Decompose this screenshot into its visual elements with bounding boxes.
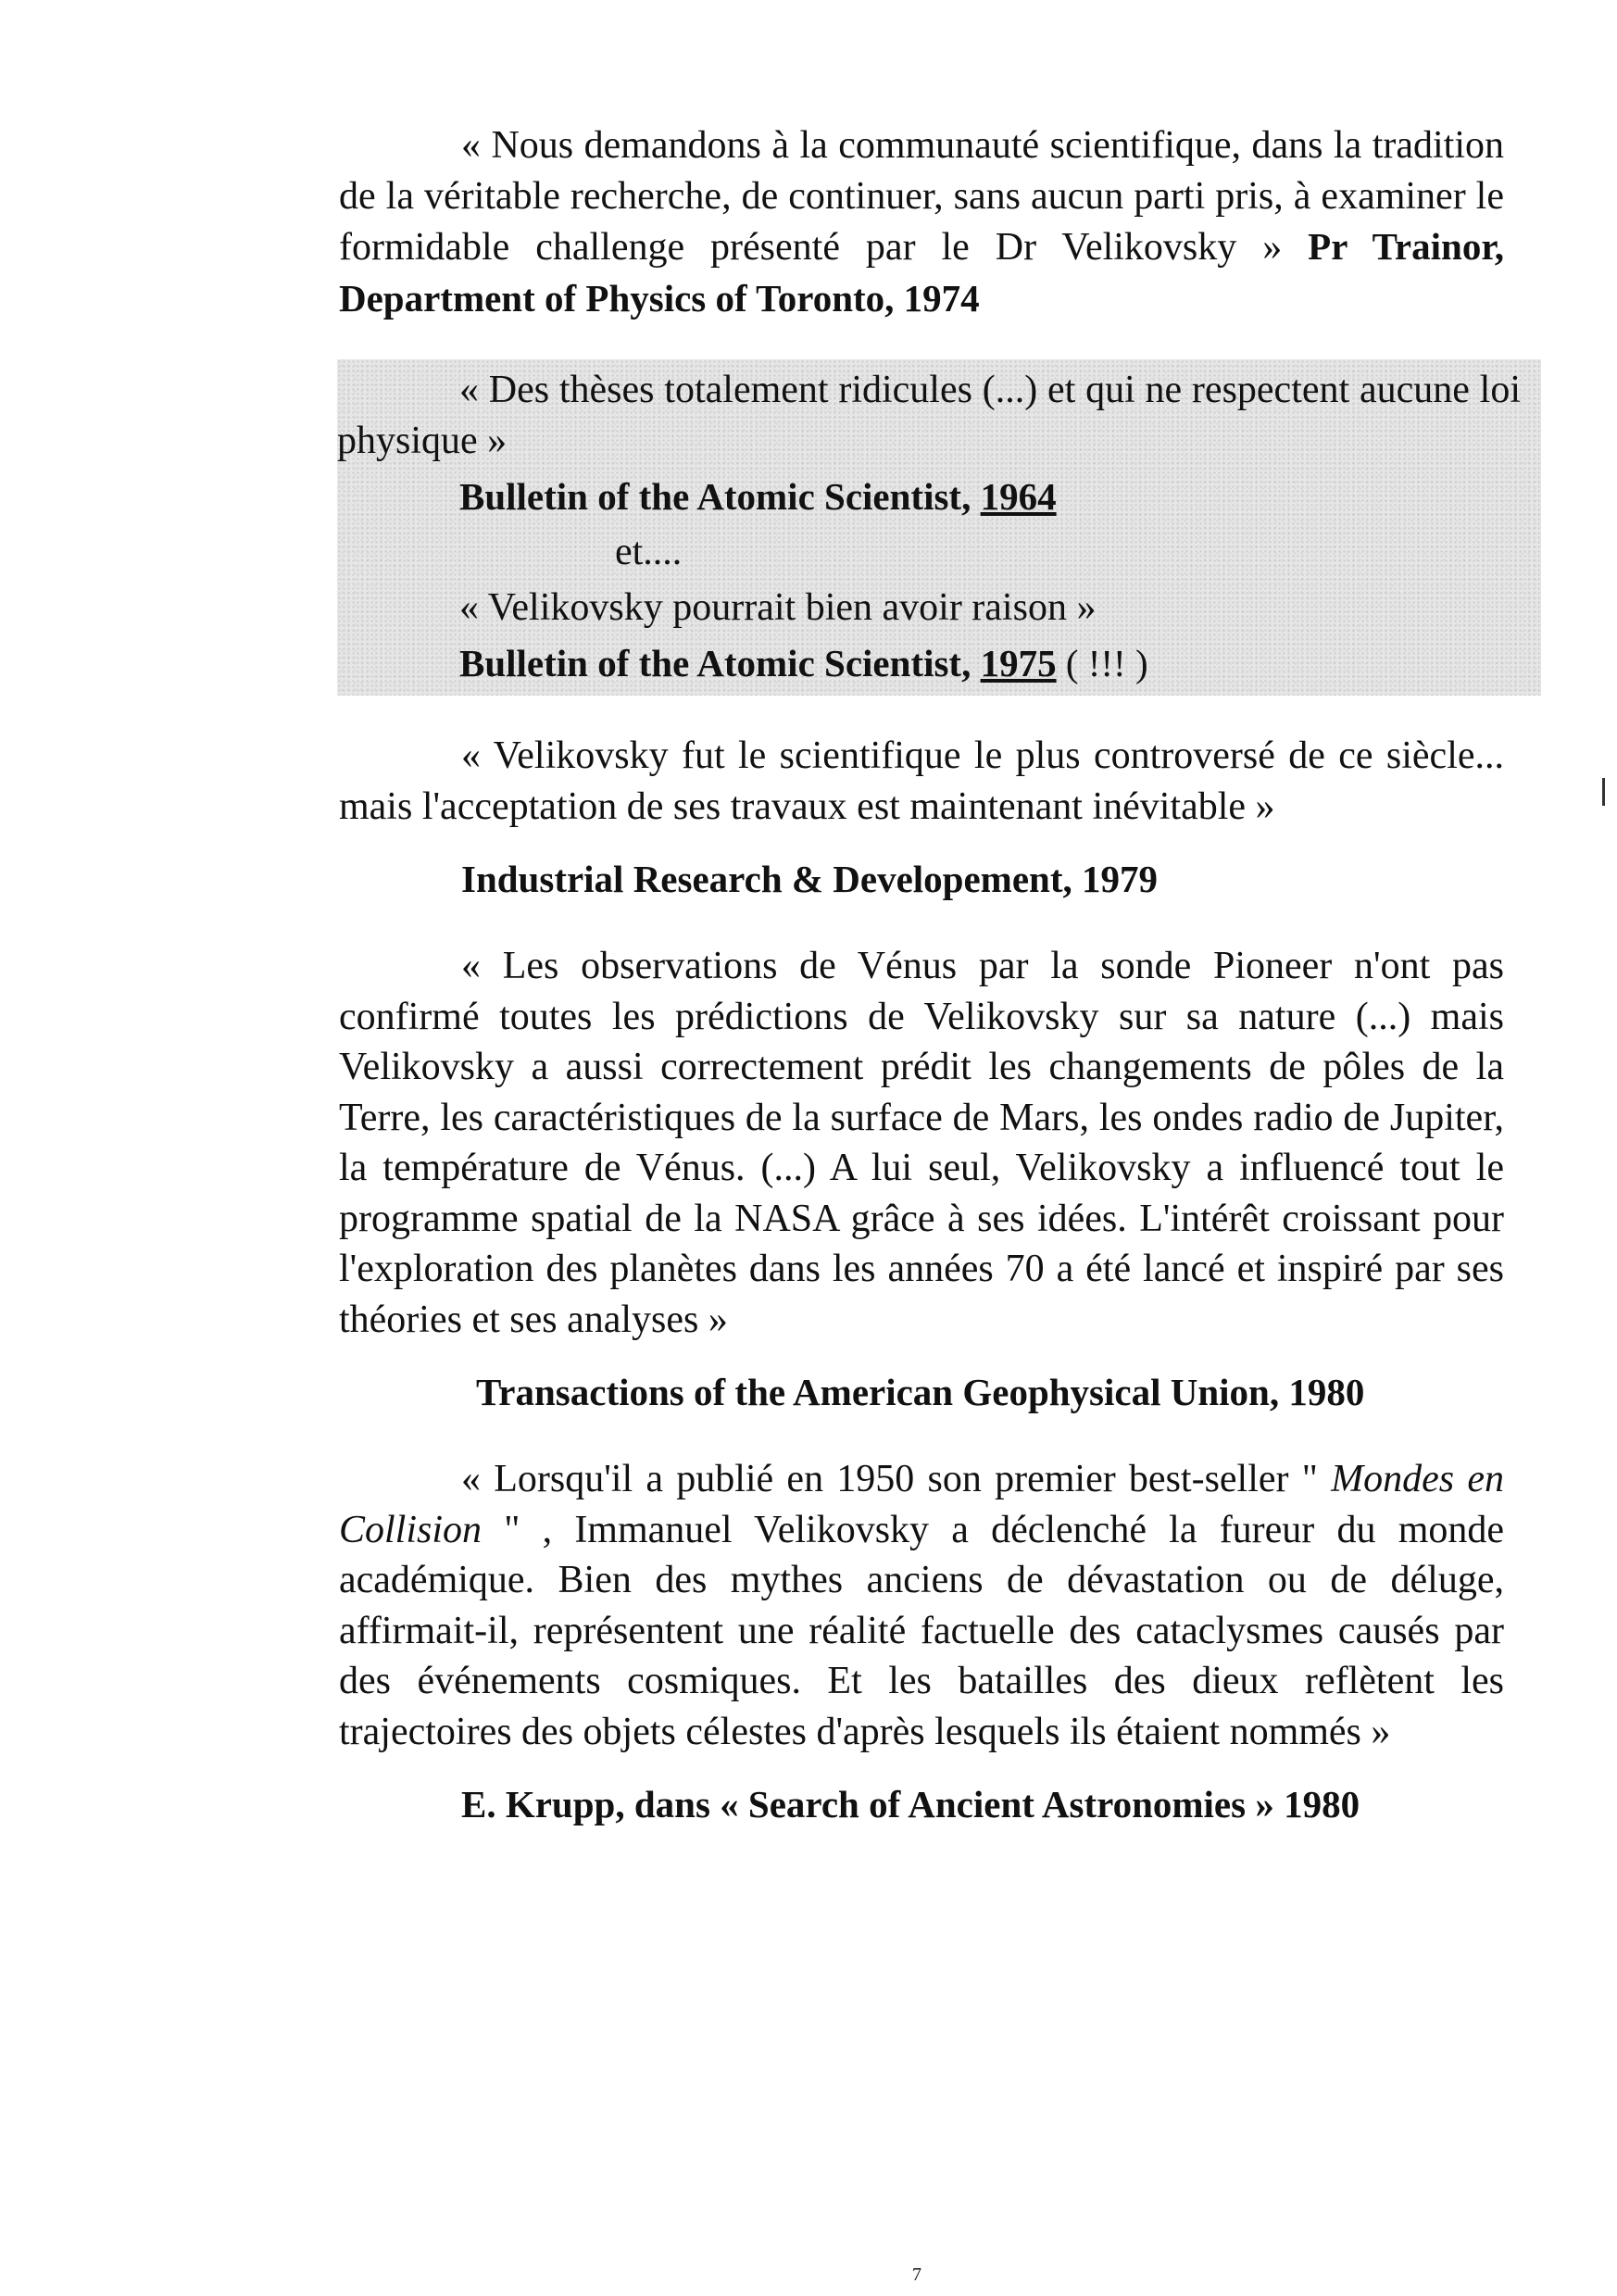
book-title-mondes-en-collision: Mondes en Collision (339, 1458, 1504, 1551)
bulletin-1975-source: Bulletin of the Atomic Scientist, (459, 642, 971, 684)
bulletin-1964-source: Bulletin of the Atomic Scientist, (459, 475, 971, 518)
quote-trainor-text: « Nous demandons à la communauté scientifique, dans la tradition de la véritable recherche, de continuer, sans aucun parti pris, à examiner le formidable challenge présenté par le Dr Velikovsky » (339, 124, 1504, 269)
quote-controverse: « Velikovsky fut le scientifique le plus controversé de ce siècle... mais l'acceptation de ses travaux est maintenant inévitable » (339, 734, 1504, 828)
quote-ridicules (337, 359, 1521, 466)
bulletin-1975-year: 1975 (980, 642, 1057, 684)
quote-trainor (339, 120, 1504, 324)
bulletin-1975-emphasis: ( !!! ) (1065, 642, 1148, 684)
margin-mark (1602, 778, 1605, 806)
bulletin-1975-attribution (337, 638, 1521, 688)
page-number: 7 (912, 2265, 921, 2285)
quote-pioneer: « Les observations de Vénus par la sonde Pioneer n'ont pas confirmé toutes les prédictions de Velikovsky sur sa nature (...) mais Velikovsky a aussi correctement prédit les changements de pôles de la Terre, les caractéristiques de la surface de Mars, les ondes radio de Jupiter, la température de Vénus. (...) A lui seul, Velikovsky a influencé tout le programme spatial de la NASA grâce à ses idées. L'intérêt croissant pour l'exploration des planètes dans les années 70 a été lancé et inspiré par ses théories et ses analyses » (339, 945, 1504, 1341)
connector-et: et.... (615, 531, 683, 573)
bulletin-1964-attribution (337, 471, 1521, 521)
quote-krupp (339, 1454, 1504, 1757)
page-content (337, 120, 1521, 1829)
industrial-research-attribution: Industrial Research & Developement, 1979 (461, 858, 1158, 900)
quote-raison: « Velikovsky pourrait bien avoir raison » (459, 586, 1097, 629)
quote-krupp-text-after: " , Immanuel Velikovsky a déclenché la fureur du monde académique. Bien des mythes anciens de dévastation ou de déluge, affirmait-il, représentent une réalité factuelle des cataclysmes causés par des événements cosmiques. Et les batailles des dieux reflètent les trajectoires des objets célestes d'après lesquels ils étaient nommés » (339, 1508, 1505, 1753)
geophysical-union-attribution: Transactions of the American Geophysical Union, 1980 (476, 1371, 1365, 1413)
quote-ridicules-text: « Des thèses totalement ridicules (...) et qui ne respectent aucune loi physique » (337, 369, 1521, 462)
quote-trainor-attribution: Pr Trainor, Department of Physics of Toronto, 1974 (339, 225, 1505, 320)
krupp-attribution: E. Krupp, dans « Search of Ancient Astronomies » 1980 (461, 1783, 1360, 1826)
bulletin-1964-year: 1964 (980, 475, 1057, 518)
shaded-quote-box (337, 359, 1541, 696)
quote-krupp-text-before: « Lorsqu'il a publié en 1950 son premier best-seller " (461, 1458, 1318, 1500)
